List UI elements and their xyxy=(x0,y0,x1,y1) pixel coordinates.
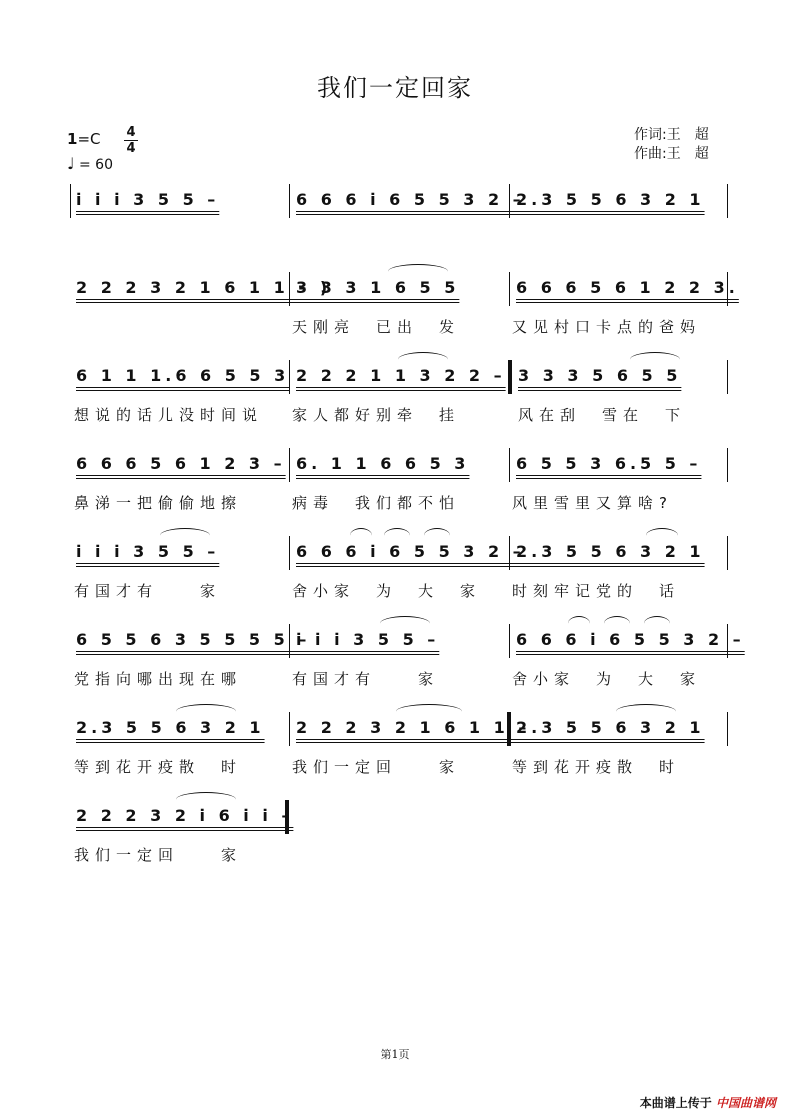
measure: 2.3 5 5 6 3 2 1 xyxy=(516,542,705,561)
tempo-marking xyxy=(67,154,113,173)
composer: 作曲:王 超 xyxy=(634,146,709,162)
notes-line xyxy=(0,272,790,306)
key-equals: =C xyxy=(77,130,101,148)
lyric: 家人都好别牵 挂 xyxy=(292,406,461,424)
notes-line xyxy=(0,800,790,834)
slur xyxy=(396,704,462,719)
barline xyxy=(289,448,290,482)
barline xyxy=(509,536,510,570)
slur xyxy=(398,352,448,367)
slur xyxy=(630,352,680,367)
slur xyxy=(350,528,372,543)
slur xyxy=(568,616,590,631)
lyric: 时刻牢记党的 话 xyxy=(512,582,681,600)
barline xyxy=(289,272,290,306)
lyricist: 作词:王 超 xyxy=(634,127,709,143)
slur xyxy=(388,264,448,279)
barline xyxy=(289,536,290,570)
slur xyxy=(380,616,430,631)
lyric: 等到花开疫散 时 xyxy=(74,758,243,776)
notes-line xyxy=(0,624,790,658)
slur xyxy=(616,704,676,719)
barline xyxy=(727,448,728,482)
upload-text: 本曲谱上传于 xyxy=(639,1096,712,1110)
measure: 3 3 3 1 6 5 5 xyxy=(296,278,460,297)
slur xyxy=(384,528,410,543)
slur xyxy=(646,528,678,543)
measure: 6 6 6 5 6 1 2 3 – xyxy=(76,454,286,473)
notes-line xyxy=(0,536,790,570)
measure: 6 5 5 6 3 5 5 5 5 – xyxy=(76,630,311,649)
barline xyxy=(727,536,728,570)
lyric: 鼻涕一把偷偷地擦 xyxy=(74,494,243,512)
repeat-barline xyxy=(508,360,512,394)
lyric: 我们一定回 家 xyxy=(74,846,243,864)
measure: 2.3 5 5 6 3 2 1 xyxy=(516,718,705,737)
notes-line xyxy=(0,184,790,218)
measure: 2 2 2 3 2 1 6 1 1 – ) xyxy=(76,278,332,297)
measure: i̇ i̇ i̇ 3 5 5 – xyxy=(76,190,220,209)
tempo-value: = 60 xyxy=(79,157,113,173)
site-brand-logo: 中国曲谱网 xyxy=(715,1096,776,1110)
repeat-barline xyxy=(507,712,511,746)
key-signature xyxy=(67,130,100,148)
lyric: 有国才有 家 xyxy=(74,582,222,600)
barline xyxy=(509,272,510,306)
barline xyxy=(289,712,290,746)
measure: 6. 1 1 6 6 5 3 xyxy=(296,454,470,473)
measure: 2.3 5 5 6 3 2 1 xyxy=(516,190,705,209)
slur xyxy=(176,704,236,719)
lyric: 天刚亮 已出 发 xyxy=(292,318,461,336)
slur xyxy=(644,616,670,631)
quarter-note-icon: ♩ xyxy=(67,154,75,173)
barline xyxy=(289,624,290,658)
lyric: 舍小家 为 大 家 xyxy=(512,670,702,688)
lyric: 病毒 我们都不怕 xyxy=(292,494,461,512)
measure: 2 2 2 1 1 3 2 2 – xyxy=(296,366,506,385)
notes-line xyxy=(0,360,790,394)
slur xyxy=(424,528,450,543)
upload-credit xyxy=(640,1094,776,1111)
slur xyxy=(176,792,236,807)
measure: 6 1 1 1.6 6 5 5 3 xyxy=(76,366,290,385)
notes-line xyxy=(0,448,790,482)
lyric: 党指向哪出现在哪 xyxy=(74,670,243,688)
lyric: 舍小家 为 大 家 xyxy=(292,582,482,600)
measure: 6 6 6 i̇ 6 5 5 3 2 – xyxy=(296,190,525,209)
barline xyxy=(289,360,290,394)
measure: 6 6 6 i̇ 6 5 5 3 2 – xyxy=(516,630,745,649)
measure: 3 3 3 5 6 5 5 xyxy=(518,366,682,385)
barline xyxy=(727,360,728,394)
notes-line xyxy=(0,712,790,746)
barline xyxy=(727,184,728,218)
lyric: 我们一定回 家 xyxy=(292,758,461,776)
start-barline xyxy=(70,184,71,218)
lyric: 又见村口卡点的爸妈 xyxy=(512,318,702,336)
lyric: 风在刮 雪在 下 xyxy=(518,406,687,424)
barline xyxy=(289,184,290,218)
measure: 2 2 2 3 2 1 6 1 1 – xyxy=(296,718,531,737)
final-barline xyxy=(285,800,289,834)
barline xyxy=(509,624,510,658)
barline xyxy=(727,272,728,306)
lyric: 想说的话儿没时间说 xyxy=(74,406,264,424)
measure: 6 6 6 5 6 1 2 2 3. xyxy=(516,278,739,297)
measure: 2 2 2 3 2 i̇ 6 i̇ i̇ – xyxy=(76,806,294,825)
time-top: 4 xyxy=(126,125,136,140)
song-title: 我们一定回家 xyxy=(317,74,473,102)
key-degree: 1 xyxy=(67,130,78,148)
barline xyxy=(509,184,510,218)
measure: i̇ i̇ i̇ 3 5 5 – xyxy=(76,542,220,561)
slur xyxy=(160,528,210,543)
measure: 2.3 5 5 6 3 2 1 xyxy=(76,718,265,737)
credits xyxy=(634,126,709,164)
barline xyxy=(509,448,510,482)
time-bottom: 4 xyxy=(126,141,136,156)
page-number: 第1页 xyxy=(380,1048,410,1061)
measure: 6 6 6 i̇ 6 5 5 3 2 – xyxy=(296,542,525,561)
lyric: 风里雪里又算啥? xyxy=(512,494,673,512)
time-signature xyxy=(124,126,138,155)
lyric: 有国才有 家 xyxy=(292,670,440,688)
measure: i̇ i̇ i̇ 3 5 5 – xyxy=(296,630,440,649)
measure: 6 5 5 3 6.5 5 – xyxy=(516,454,702,473)
slur xyxy=(604,616,630,631)
barline xyxy=(727,712,728,746)
lyric: 等到花开疫散 时 xyxy=(512,758,681,776)
barline xyxy=(727,624,728,658)
